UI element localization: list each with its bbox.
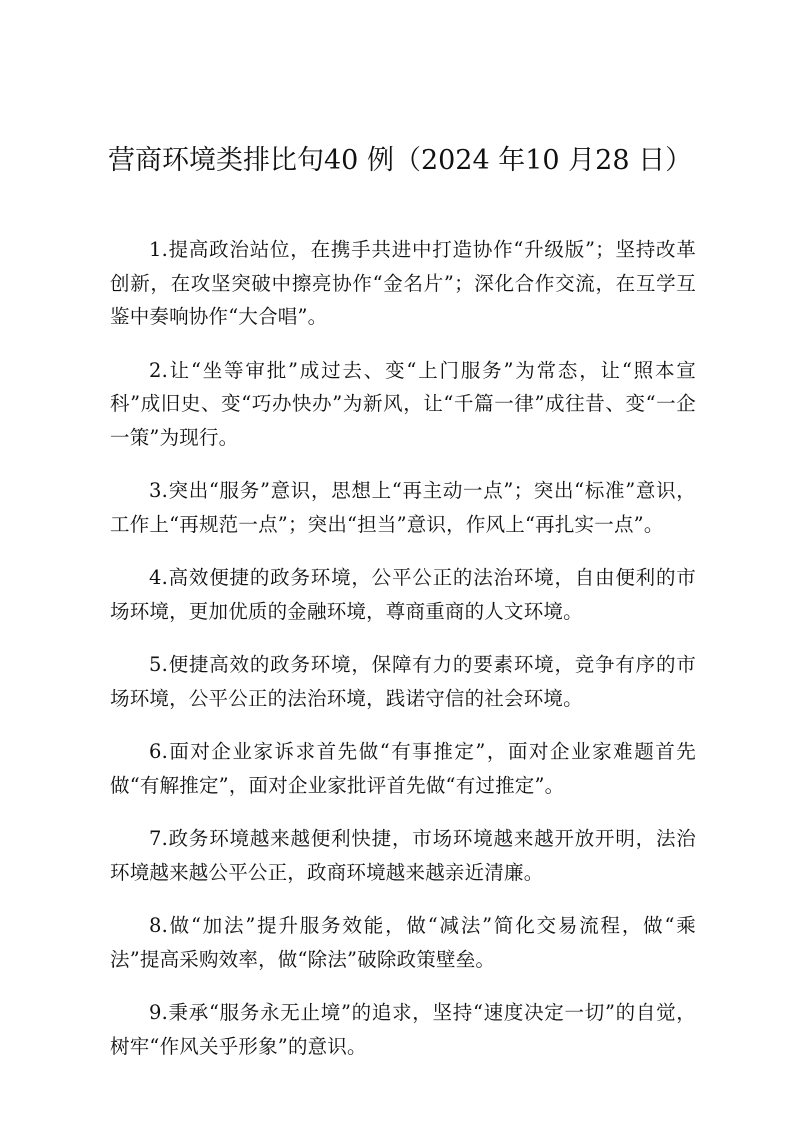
paragraph-3: 3.突出“服务”意识，思想上“再主动一点”；突出“标准”意识，工作上“再规范一点”；突出“担当”意识，作风上“再扎实一点”。	[110, 479, 696, 536]
paragraph-8: 8.做“加法”提升服务效能，做“减法”简化交易流程，做“乘法”提高采购效率，做“除法”破除政策壁垒。	[110, 914, 696, 971]
paragraph-5: 5.便捷高效的政务环境，保障有力的要素环境，竞争有序的市场环境，公平公正的法治环境，践诺守信的社会环境。	[110, 653, 696, 710]
paragraph-4: 4.高效便捷的政务环境，公平公正的法治环境，自由便利的市场环境，更加优质的金融环境，尊商重商的人文环境。	[110, 566, 696, 623]
paragraph-9: 9.秉承“服务永无止境”的追求，坚持“速度决定一切”的自觉，树牢“作风关乎形象”的意识。	[110, 1001, 696, 1058]
paragraph-6: 6.面对企业家诉求首先做“有事推定”，面对企业家难题首先做“有解推定”，面对企业家批评首先做“有过推定”。	[110, 740, 696, 797]
paragraph-7: 7.政务环境越来越便利快捷，市场环境越来越开放开明，法治环境越来越公平公正，政商环境越来越亲近清廉。	[110, 827, 696, 884]
paragraph-2: 2.让“坐等审批”成过去、变“上门服务”为常态，让“照本宣科”成旧史、变“巧办快办”为新风，让“千篇一律”成往昔、变“一企一策”为现行。	[110, 358, 696, 449]
page-title: 营商环境类排比句40 例（2024 年10 月28 日）	[108, 145, 693, 176]
document-body	[110, 233, 696, 1083]
paragraph-1: 1.提高政治站位，在携手共进中打造协作“升级版”；坚持改革创新，在攻坚突破中擦亮协作“金名片”；深化合作交流，在互学互鉴中奏响协作“大合唱”。	[110, 238, 696, 328]
